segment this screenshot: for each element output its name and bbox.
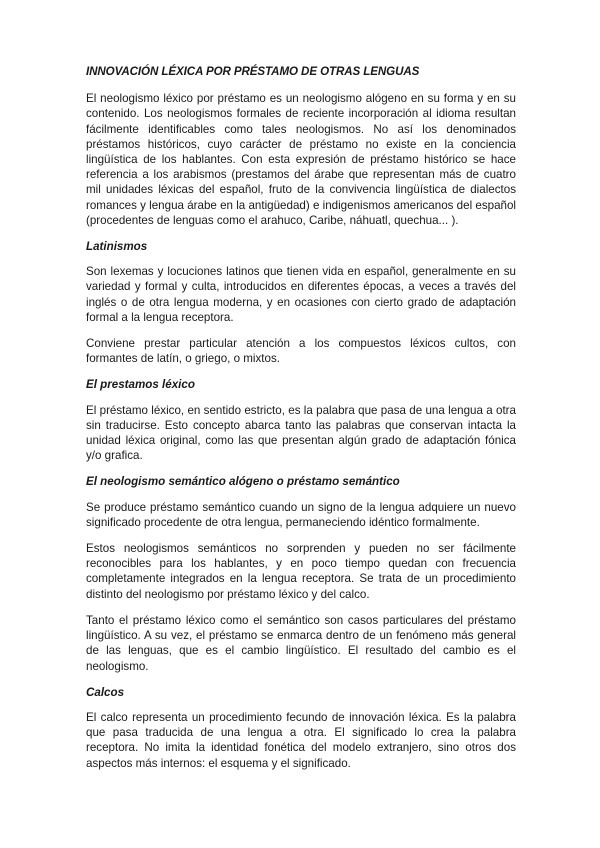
section-latinismos [86, 239, 516, 366]
section-heading: El prestamos léxico [86, 378, 195, 392]
section-heading: Calcos [86, 685, 125, 699]
paragraph: Se produce préstamo semántico cuando un signo de la lengua adquiere un nuevo significado procedente de otra lengua, permaneciendo idéntico formalmente. [86, 500, 516, 529]
paragraph: Tanto el préstamo léxico como el semántico son casos particulares del préstamo lingüístico. A su vez, el préstamo se enmarca dentro de un fenómeno más general de las lenguas, que es el cambio lingüístico. El resultado del cambio es el neologismo. [86, 613, 516, 673]
paragraph: Conviene prestar particular atención a los compuestos léxicos cultos, con formantes de latín, o griego, o mixtos. [86, 337, 516, 366]
section-calcos [86, 685, 516, 771]
section-prestamo-semantico [86, 474, 516, 673]
paragraph: Son lexemas y locuciones latinos que tienen vida en español, generalmente en su variedad y formal y culta, introducidos en diferentes épocas, a veces a través del inglés o de otra lengua moderna, y en ocasiones con cierto grado de adaptación formal a la lengua receptora. [86, 265, 516, 324]
section-heading: El neologismo semántico alógeno o préstamo semántico [86, 475, 400, 489]
paragraph: Estos neologismos semánticos no sorprenden y pueden no ser fácilmente reconocibles para los hablantes, y en poco tiempo quedan con frecuencia completamente integrados en la lengua receptora. Se trata de un procedimiento distinto del neologismo por préstamo léxico y del calco. [86, 542, 516, 601]
section-heading: Latinismos [86, 240, 148, 254]
document-title: INNOVACIÓN LÉXICA POR PRÉSTAMO DE OTRAS LENGUAS [86, 65, 420, 78]
paragraph: El préstamo léxico, en sentido estricto, es la palabra que pasa de una lengua a otra sin traducirse. Esto concepto abarca tanto las palabras que conservan intacta la unidad léxica original, como las que presentan algún grado de adaptación fónica y/o grafica. [86, 403, 516, 463]
document-page [86, 64, 516, 782]
section-prestamo-lexico [86, 377, 516, 463]
section-intro [86, 91, 516, 228]
paragraph: El neologismo léxico por préstamo es un neologismo alógeno en su forma y en su contenido. Los neologismos formales de reciente incorporación al idioma resultan fácilmente identificables como tales neologismos. No así los denominados préstamos históricos, cuyo carácter de préstamo no existe en la conciencia lingüística de los hablantes. Con esta expresión de préstamo histórico se hace referencia a los arabismos (prestamos del árabe que representan más de cuatro mil unidades léxicas del español, fruto de la convivencia lingüística de dialectos romances y lengua árabe en la antigüedad) e indigenismos americanos del español (procedentes de lenguas como el arahuco, Caribe, náhuatl, quechua... ). [86, 92, 516, 227]
paragraph: El calco representa un procedimiento fecundo de innovación léxica. Es la palabra que pasa traducida de una lengua a otra. El significado lo crea la palabra receptora. No imita la identidad fonética del modelo extranjero, sino otros dos aspectos más internos: el esquema y el significado. [86, 710, 516, 770]
